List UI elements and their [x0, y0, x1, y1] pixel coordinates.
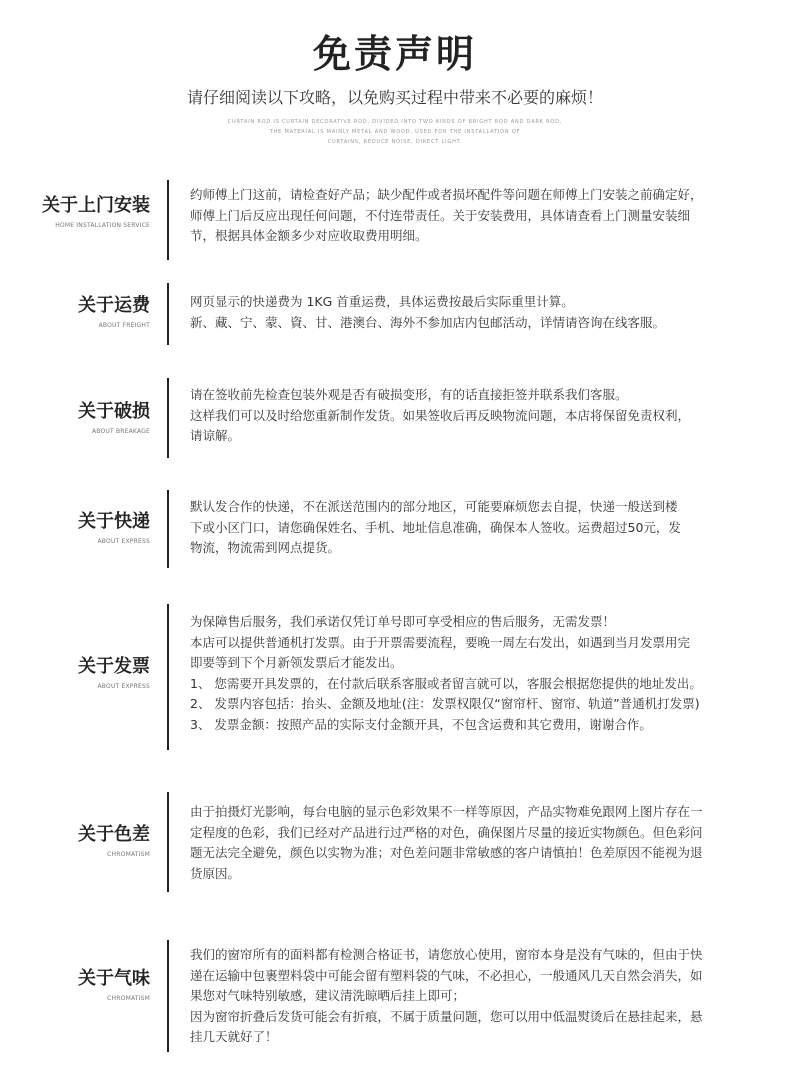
section-label: [0, 822, 150, 860]
section-divider: [167, 283, 169, 345]
section-body: [190, 185, 770, 247]
section-divider: [167, 792, 169, 892]
section-body: [190, 945, 770, 1048]
body-line: 节，根据具体金额多少对应收取费用明细。: [190, 228, 428, 243]
section-divider: [167, 604, 169, 750]
section-label: [0, 966, 150, 1004]
section-subtitle: CHROMATISM: [107, 995, 150, 1002]
section-subtitle: CHROMATISM: [107, 851, 150, 858]
section-title: 关于色差: [78, 824, 150, 845]
page-subtitle: 请仔细阅读以下攻略，以免购买过程中带来不必要的麻烦！: [186, 88, 603, 107]
body-line: 1、 您需要开具发票的，在付款后联系客服或者留言就可以，客服会根据您提供的地址发出。: [190, 675, 702, 691]
body-line: 师傅上门后反应出现任何问题，不付连带责任。关于安装费用，具体请查看上门测量安装细: [190, 207, 691, 223]
section-subtitle: HOME INSTALLATION SERVICE: [55, 222, 150, 229]
english-description: [195, 117, 595, 147]
section-title: 关于快递: [78, 511, 150, 532]
section-divider: [167, 490, 169, 568]
body-line: 这样我们可以及时给您重新制作发货。如果签收后再反映物流问题，本店将保留免责权利，: [190, 407, 691, 423]
section-subtitle: ABOUT EXPRESS: [97, 538, 150, 545]
section-body: [190, 385, 770, 447]
body-line: 下或小区门口，请您确保姓名、手机、地址信息准确，确保本人签收。运费超过50元，发: [190, 519, 681, 535]
body-line: 由于拍摄灯光影响，每台电脑的显示色彩效果不一样等原因，产品实物难免跟网上图片存在一: [190, 804, 703, 819]
body-line: 默认发合作的快递，不在派送范围内的部分地区，可能要麻烦您去自提，快递一般送到楼: [190, 499, 678, 514]
body-line: 货原因。: [190, 865, 241, 881]
section-subtitle: ABOUT BREAKAGE: [91, 428, 150, 435]
section-body: [190, 497, 770, 559]
section-label: [0, 293, 150, 331]
section-body: [190, 802, 770, 884]
body-line: 请谅解。: [190, 428, 241, 443]
page-title: 免责声明: [312, 32, 477, 76]
section-subtitle: ABOUT EXPRESS: [97, 683, 150, 690]
section-title: 关于发票: [78, 656, 150, 677]
body-line: 约师傅上门这前，请检查好产品；缺少配件或者损坏配件等问题在师傅上门安装之前确定好，: [190, 187, 703, 202]
section-title: 关于气味: [78, 968, 150, 989]
body-line: 因为窗帘折叠后发货可能会有折痕，不属于质量问题，您可以用中低温熨烫后在悬挂起来，悬: [190, 1008, 703, 1024]
body-line: 2、 发票内容包括：抬头、金额及地址(注：发票权限仅“窗帘杆、窗帘、轨道”普通机打发票): [190, 696, 700, 711]
body-line: 新、藏、宁、蒙、資、甘、港澳台、海外不参加店内包邮活动，详情请咨询在线客服。: [190, 314, 666, 330]
section-title: 关于上门安装: [42, 195, 150, 216]
section-body: [190, 292, 770, 333]
section-subtitle: ABOUT FREIGHT: [98, 322, 150, 329]
body-line: 物流，物流需到网点提货。: [190, 540, 341, 555]
section-label: [0, 654, 150, 692]
body-line: 即要等到下个月新领发票后才能发出。: [190, 655, 403, 670]
section-divider: [167, 378, 169, 458]
section-label: [0, 509, 150, 547]
body-line: 定程度的色彩，我们已经对产品进行过严格的对色，确保图片尽量的接近实物颜色。但色彩问: [190, 824, 703, 840]
english-line: THE MATERIAL IS MAINLY METAL AND WOOD, USED FOR THE INSTALLATION OF: [269, 129, 521, 135]
section-title: 关于破损: [78, 401, 150, 422]
english-line: CURTAINS, REDUCE NOISE, DIRECT LIGHT.: [327, 139, 463, 145]
english-line: CURTAIN ROD IS CURTAIN DECORATIVE ROD, DIVIDED INTO TWO KINDS OF BRIGHT ROD AND DARK ROD,: [227, 119, 563, 125]
body-line: 我们的窗帘所有的面料都有检测合格证书，请您放心使用，窗帘本身是没有气味的，但由于快: [190, 947, 703, 962]
section-divider: [167, 940, 169, 1052]
body-line: 网页显示的快递费为 1KG 首重运费，具体运费按最后实际重里计算。: [190, 294, 574, 309]
body-line: 挂几天就好了！: [190, 1029, 278, 1044]
body-line: 递在运输中包裹塑料袋中可能会留有塑料袋的气味，不必担心，一般通风几天自然会消失，如: [190, 967, 703, 983]
body-line: 题无法完全避免，颜色以实物为准；对色差问题非常敏感的客户请慎拍！色差原因不能视为退: [190, 845, 703, 860]
body-line: 3、 发票金额：按照产品的实际支付金额开具，不包含运费和其它费用，谢谢合作。: [190, 716, 652, 732]
body-line: 为保障售后服务，我们承诺仅凭订单号即可享受相应的售后服务，无需发票！: [190, 614, 616, 629]
body-line: 本店可以提供普通机打发票。由于开票需要流程，要晚一周左右发出，如遇到当月发票用完: [190, 634, 691, 650]
section-divider: [167, 180, 169, 260]
body-line: 果您对气味特别敏感，建议清洗晾晒后挂上即可；: [190, 988, 466, 1003]
section-label: [0, 193, 150, 231]
section-title: 关于运费: [78, 295, 150, 316]
body-line: 请在签收前先检查包装外观是否有破损变形，有的话直接拒签并联系我们客服。: [190, 387, 628, 402]
section-body: [190, 612, 770, 735]
section-label: [0, 399, 150, 437]
